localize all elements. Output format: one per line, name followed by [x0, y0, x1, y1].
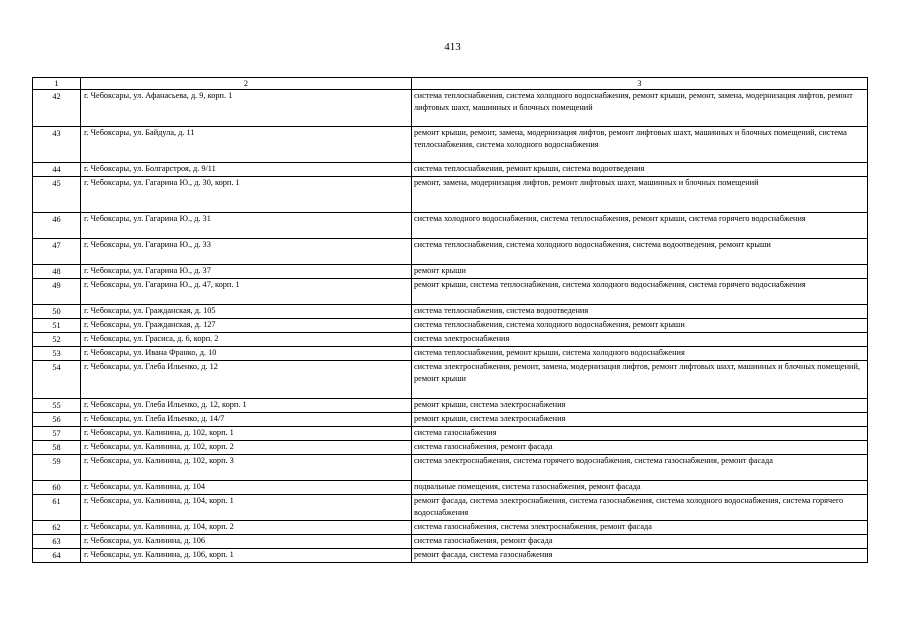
row-number: 44 — [33, 163, 81, 177]
address-cell: г. Чебоксары, ул. Калинина, д. 104, корп. 2 — [81, 521, 412, 535]
table-row — [33, 399, 868, 413]
address-cell: г. Чебоксары, ул. Ивана Франко, д. 10 — [81, 347, 412, 361]
table-row — [33, 521, 868, 535]
works-cell: ремонт, замена, модернизация лифтов, ремонт лифтовых шахт, машинных и блочных помещений — [412, 177, 868, 213]
works-cell: система теплоснабжения, система водоотведения — [412, 305, 868, 319]
address-cell: г. Чебоксары, ул. Гагарина Ю., д. 33 — [81, 239, 412, 265]
address-cell: г. Чебоксары, ул. Калинина, д. 104 — [81, 481, 412, 495]
row-number: 46 — [33, 213, 81, 239]
address-cell: г. Чебоксары, ул. Гражданская, д. 127 — [81, 319, 412, 333]
table-row — [33, 347, 868, 361]
table-row — [33, 265, 868, 279]
works-cell: ремонт крыши, ремонт, замена, модернизация лифтов, ремонт лифтовых шахт, машинных и блочных помещений, система теплоснабжения, система холодного водоснабжения — [412, 127, 868, 163]
row-number: 55 — [33, 399, 81, 413]
row-number: 56 — [33, 413, 81, 427]
works-cell: система газоснабжения, ремонт фасада — [412, 441, 868, 455]
row-number: 58 — [33, 441, 81, 455]
table-header-row — [33, 78, 868, 90]
works-cell: ремонт крыши — [412, 265, 868, 279]
address-cell: г. Чебоксары, ул. Гражданская, д. 105 — [81, 305, 412, 319]
works-cell: система холодного водоснабжения, система теплоснабжения, ремонт крыши, система горячего водоснабжения — [412, 213, 868, 239]
address-cell: г. Чебоксары, ул. Калинина, д. 106, корп. 1 — [81, 549, 412, 563]
works-cell: система теплоснабжения, система холодного водоснабжения, система водоотведения, ремонт крыши — [412, 239, 868, 265]
table-row — [33, 90, 868, 127]
row-number: 57 — [33, 427, 81, 441]
row-number: 59 — [33, 455, 81, 481]
address-cell: г. Чебоксары, ул. Глеба Ильенко, д. 12 — [81, 361, 412, 399]
works-cell: ремонт крыши, система теплоснабжения, система холодного водоснабжения, система горячего водоснабжения — [412, 279, 868, 305]
table-row — [33, 549, 868, 563]
works-cell: система теплоснабжения, система холодного водоснабжения, ремонт крыши — [412, 319, 868, 333]
table-row — [33, 427, 868, 441]
address-cell: г. Чебоксары, ул. Калинина, д. 104, корп. 1 — [81, 495, 412, 521]
row-number: 60 — [33, 481, 81, 495]
table-row — [33, 361, 868, 399]
table-row — [33, 481, 868, 495]
address-cell: г. Чебоксары, ул. Гагарина Ю., д. 47, корп. 1 — [81, 279, 412, 305]
works-cell: система электроснабжения — [412, 333, 868, 347]
table-row — [33, 213, 868, 239]
row-number: 48 — [33, 265, 81, 279]
works-cell: система электроснабжения, ремонт, замена, модернизация лифтов, ремонт лифтовых шахт, машинных и блочных помещений, ремонт крыши — [412, 361, 868, 399]
address-cell: г. Чебоксары, ул. Гагарина Ю., д. 37 — [81, 265, 412, 279]
row-number: 62 — [33, 521, 81, 535]
works-cell: ремонт фасада, система электроснабжения, система газоснабжения, система холодного водоснабжения, система горячего водоснабжения — [412, 495, 868, 521]
table-row — [33, 279, 868, 305]
row-number: 64 — [33, 549, 81, 563]
table-row — [33, 163, 868, 177]
address-cell: г. Чебоксары, ул. Болгарстроя, д. 9/11 — [81, 163, 412, 177]
table-row — [33, 305, 868, 319]
address-cell: г. Чебоксары, ул. Гагарина Ю., д. 30, корп. 1 — [81, 177, 412, 213]
address-cell: г. Чебоксары, ул. Глеба Ильенко, д. 12, корп. 1 — [81, 399, 412, 413]
address-cell: г. Чебоксары, ул. Байдула, д. 11 — [81, 127, 412, 163]
table-row — [33, 455, 868, 481]
works-cell: система теплоснабжения, ремонт крыши, система холодного водоснабжения — [412, 347, 868, 361]
table-row — [33, 177, 868, 213]
column-header: 1 — [33, 78, 81, 90]
address-cell: г. Чебоксары, ул. Калинина, д. 102, корп. 1 — [81, 427, 412, 441]
row-number: 52 — [33, 333, 81, 347]
row-number: 51 — [33, 319, 81, 333]
row-number: 61 — [33, 495, 81, 521]
table-row — [33, 535, 868, 549]
works-cell: система газоснабжения, система электроснабжения, ремонт фасада — [412, 521, 868, 535]
works-cell: система газоснабжения, ремонт фасада — [412, 535, 868, 549]
address-cell: г. Чебоксары, ул. Афанасьева, д. 9, корп. 1 — [81, 90, 412, 127]
address-cell: г. Чебоксары, ул. Калинина, д. 106 — [81, 535, 412, 549]
works-cell: система теплоснабжения, ремонт крыши, система водоотведения — [412, 163, 868, 177]
address-cell: г. Чебоксары, ул. Гагарина Ю., д. 31 — [81, 213, 412, 239]
works-cell: система теплоснабжения, система холодного водоснабжения, ремонт крыши, ремонт, замена, модернизация лифтов, ремонт лифтовых шахт, машинных и блочных помещений — [412, 90, 868, 127]
works-cell: система электроснабжения, система горячего водоснабжения, система газоснабжения, ремонт фасада — [412, 455, 868, 481]
row-number: 50 — [33, 305, 81, 319]
row-number: 63 — [33, 535, 81, 549]
row-number: 49 — [33, 279, 81, 305]
row-number: 53 — [33, 347, 81, 361]
row-number: 45 — [33, 177, 81, 213]
table-row — [33, 441, 868, 455]
row-number: 42 — [33, 90, 81, 127]
works-table — [32, 77, 868, 563]
column-header: 3 — [412, 78, 868, 90]
works-cell: ремонт фасада, система газоснабжения — [412, 549, 868, 563]
row-number: 47 — [33, 239, 81, 265]
address-cell: г. Чебоксары, ул. Калинина, д. 102, корп. 3 — [81, 455, 412, 481]
table-row — [33, 127, 868, 163]
column-header: 2 — [81, 78, 412, 90]
table-row — [33, 239, 868, 265]
address-cell: г. Чебоксары, ул. Калинина, д. 102, корп. 2 — [81, 441, 412, 455]
works-cell: ремонт крыши, система электроснабжения — [412, 413, 868, 427]
works-cell: подвальные помещения, система газоснабжения, ремонт фасада — [412, 481, 868, 495]
works-cell: система газоснабжения — [412, 427, 868, 441]
address-cell: г. Чебоксары, ул. Грасиса, д. 6, корп. 2 — [81, 333, 412, 347]
table-row — [33, 413, 868, 427]
table-row — [33, 333, 868, 347]
row-number: 43 — [33, 127, 81, 163]
row-number: 54 — [33, 361, 81, 399]
address-cell: г. Чебоксары, ул. Глеба Ильенко, д. 14/7 — [81, 413, 412, 427]
works-cell: ремонт крыши, система электроснабжения — [412, 399, 868, 413]
table-row — [33, 319, 868, 333]
page-number: 413 — [444, 41, 461, 53]
table-row — [33, 495, 868, 521]
